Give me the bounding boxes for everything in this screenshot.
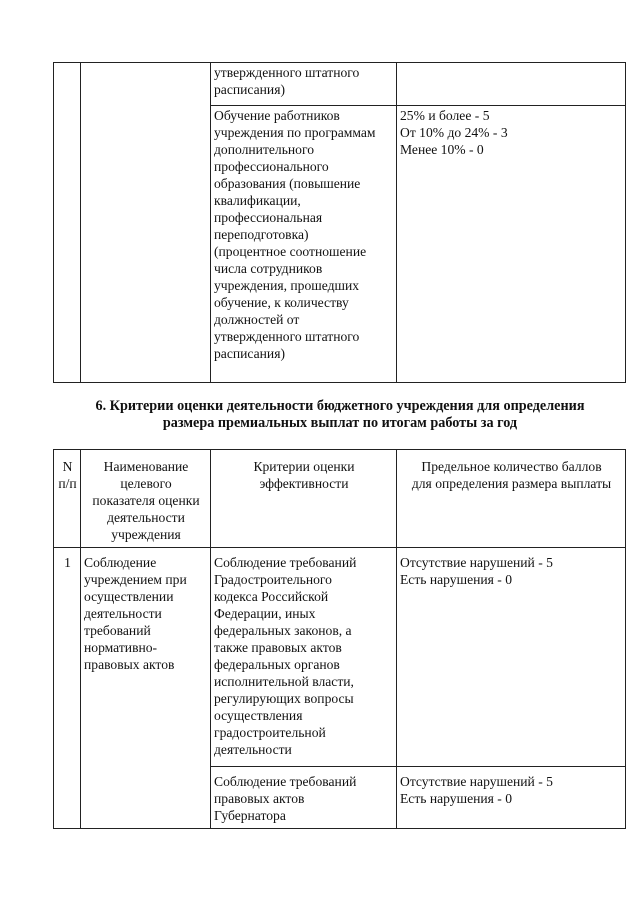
- indicator-cell: [81, 63, 211, 383]
- criterion-cell: утвержденного штатного расписания): [211, 63, 397, 106]
- header-indicator: Наименование целевого показателя оценки деятельности учреждения: [81, 450, 211, 548]
- header-num: N п/п: [54, 450, 81, 548]
- score-cell: [397, 63, 626, 106]
- section-heading: [40, 398, 640, 432]
- criteria-table: [53, 449, 626, 829]
- criterion-cell: Обучение работников учреждения по программам дополнительного профессионального образования (повышение квалификации, профессиональная переподготовка) (процентное соотношение числа сотрудников учреждения, прошедших обучение, к количеству должностей от утвержденного штатного расписания): [211, 106, 397, 383]
- section-heading-line-1: 6. Критерии оценки деятельности бюджетного учреждения для определения: [95, 398, 585, 414]
- section-heading-line-2: размера премиальных выплат по итогам работы за год: [162, 415, 518, 431]
- criterion-cell: Соблюдение требований Градостроительного кодекса Российской Федерации, иных федеральных законов, а также правовых актов федеральных органов исполнительной власти, регулирующих вопросы осуществления градостроительной деятельности: [211, 548, 397, 767]
- indicator-cell: Соблюдение учреждением при осуществлении деятельности требований нормативно- правовых актов: [81, 548, 211, 829]
- table-header-row: [54, 450, 626, 548]
- score-cell: Отсутствие нарушений - 5 Есть нарушения - 0: [397, 767, 626, 829]
- num-cell: [54, 63, 81, 383]
- row-num: 1: [54, 548, 81, 829]
- header-score: Предельное количество баллов для определения размера выплаты: [397, 450, 626, 548]
- score-cell: Отсутствие нарушений - 5 Есть нарушения - 0: [397, 548, 626, 767]
- table-row: [54, 548, 626, 767]
- table-row: [54, 63, 626, 106]
- criterion-cell: Соблюдение требований правовых актов Губернатора: [211, 767, 397, 829]
- score-cell: 25% и более - 5 От 10% до 24% - 3 Менее 10% - 0: [397, 106, 626, 383]
- header-criteria: Критерии оценки эффективности: [211, 450, 397, 548]
- criteria-table-continued: [53, 62, 626, 383]
